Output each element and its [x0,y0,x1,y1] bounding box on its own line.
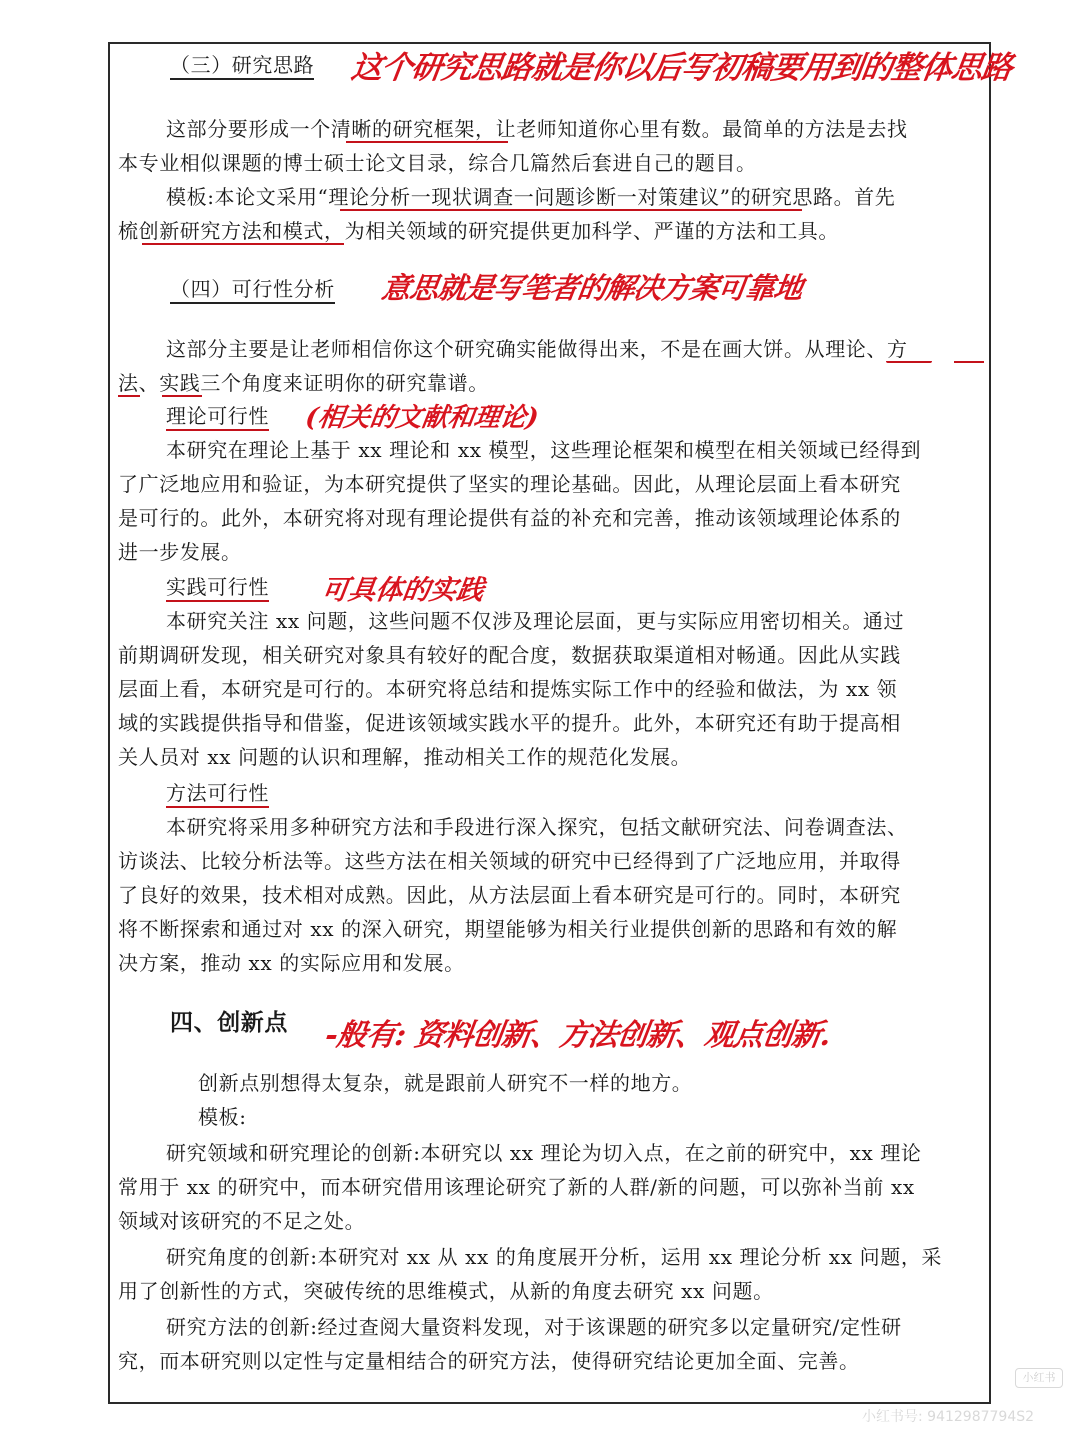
practice-paragraph-line-3: 层面上看，本研究是可行的。本研究将总结和提炼实际工作中的经验和做法，为 xx 领 [118,677,898,701]
practice-paragraph-line-2: 前期调研发现，相关研究对象具有较好的配合度，数据获取渠道相对畅通。因此从实践 [118,643,901,667]
practice-feasibility-label-text: 实践可行性 [166,575,269,602]
section-3-heading [170,52,314,78]
handwritten-note-section-3: 这个研究思路就是你以后写初稿要用到的整体思路 [348,50,1015,86]
section-3-paragraph-1-line-2: 本专业相似课题的博士硕士论文目录，综合几篇然后套进自己的题目。 [118,151,757,175]
method-paragraph-line-1: 本研究将采用多种研究方法和手段进行深入探究，包括文献研究法、问卷调查法、 [166,815,908,839]
innovation-line-2: 常用于 xx 的研究中，而本研究借用该理论研究了新的人群/新的问题，可以弥补当前 xx [118,1175,915,1199]
watermark-logo: 小红书 [1015,1368,1063,1388]
method-paragraph-line-2: 访谈法、比较分析法等。这些方法在相关领域的研究中已经得到了广泛地应用，并取得 [118,849,901,873]
section-3-paragraph-2-line-2: 梳创新研究方法和模式，为相关领域的研究提供更加科学、严谨的方法和工具。 [118,219,839,243]
practice-paragraph-line-4: 域的实践提供指导和借鉴，促进该领域实践水平的提升。此外，本研究还有助于提高相 [118,711,901,735]
innovation-line-4: 研究角度的创新:本研究对 xx 从 xx 的角度展开分析，运用 xx 理论分析 xx 问题，采 [166,1245,943,1269]
innovation-line-6: 研究方法的创新:经过查阅大量资料发现，对于该课题的研究多以定量研究/定性研 [166,1315,902,1339]
theory-paragraph-line-3: 是可行的。此外，本研究将对现有理论提供有益的补充和完善，推动该领域理论体系的 [118,506,901,530]
handwritten-note-theory: (相关的文献和理论) [303,403,541,433]
section-4-paragraph-1-line-2: 法、实践三个角度来证明你的研究靠谱。 [118,371,489,395]
method-paragraph-line-3: 了良好的效果，技术相对成熟。因此，从方法层面上看本研究是可行的。同时，本研究 [118,883,901,907]
handwritten-note-innovation: -般有: 资料创新、方法创新、观点创新. [323,1018,833,1053]
theory-feasibility-label-text: 理论可行性 [166,404,269,431]
innovation-line-7: 究，而本研究则以定性与定量相结合的研究方法，使得研究结论更加全面、完善。 [118,1349,860,1373]
theory-paragraph-line-1: 本研究在理论上基于 xx 理论和 xx 模型，这些理论框架和模型在相关领域已经得到 [166,438,922,462]
section-3-paragraph-2-line-1: 模板:本论文采用“理论分析一现状调查一问题诊断一对策建议”的研究思路。首先 [166,185,896,209]
innovation-template-label: 模板: [198,1105,247,1129]
innovation-intro: 创新点别想得太复杂，就是跟前人研究不一样的地方。 [198,1071,693,1095]
method-feasibility-label-text: 方法可行性 [166,781,269,808]
section-3-heading-text: （三）研究思路 [170,53,314,80]
theory-paragraph-line-2: 了广泛地应用和验证，为本研究提供了坚实的理论基础。因此，从理论层面上看本研究 [118,472,901,496]
practice-paragraph-line-5: 关人员对 xx 问题的认识和理解，推动相关工作的规范化发展。 [118,745,692,769]
method-paragraph-line-4: 将不断探索和通过对 xx 的深入研究，期望能够为相关行业提供创新的思路和有效的解 [118,917,898,941]
theory-feasibility-label [166,403,269,429]
innovation-heading: 四、创新点 [170,1010,288,1036]
innovation-line-3: 领域对该研究的不足之处。 [118,1209,366,1233]
section-3-paragraph-1-line-1: 这部分要形成一个清晰的研究框架，让老师知道你心里有数。最简单的方法是去找 [166,117,908,141]
handwritten-note-section-4: 意思就是写笔者的解决方案可靠地 [379,271,805,305]
innovation-line-5: 用了创新性的方式，突破传统的思维模式，从新的角度去研究 xx 问题。 [118,1279,774,1303]
method-feasibility-label [166,780,269,806]
method-paragraph-line-5: 决方案，推动 xx 的实际应用和发展。 [118,951,465,975]
section-4-heading [170,276,335,302]
handwritten-note-practice: 可具体的实践 [319,575,486,606]
watermark-id: 小红书号: 9412987794S2 [862,1409,1035,1425]
practice-feasibility-label [166,574,269,600]
section-4-heading-text: （四）可行性分析 [170,277,335,304]
practice-paragraph-line-1: 本研究关注 xx 问题，这些问题不仅涉及理论层面，更与实际应用密切相关。通过 [166,609,905,633]
theory-paragraph-line-4: 进一步发展。 [118,540,242,564]
section-4-paragraph-1-line-1: 这部分主要是让老师相信你这个研究确实能做得出来，不是在画大饼。从理论、方 [166,337,908,361]
innovation-line-1: 研究领域和研究理论的创新:本研究以 xx 理论为切入点，在之前的研究中，xx 理论 [166,1141,922,1165]
